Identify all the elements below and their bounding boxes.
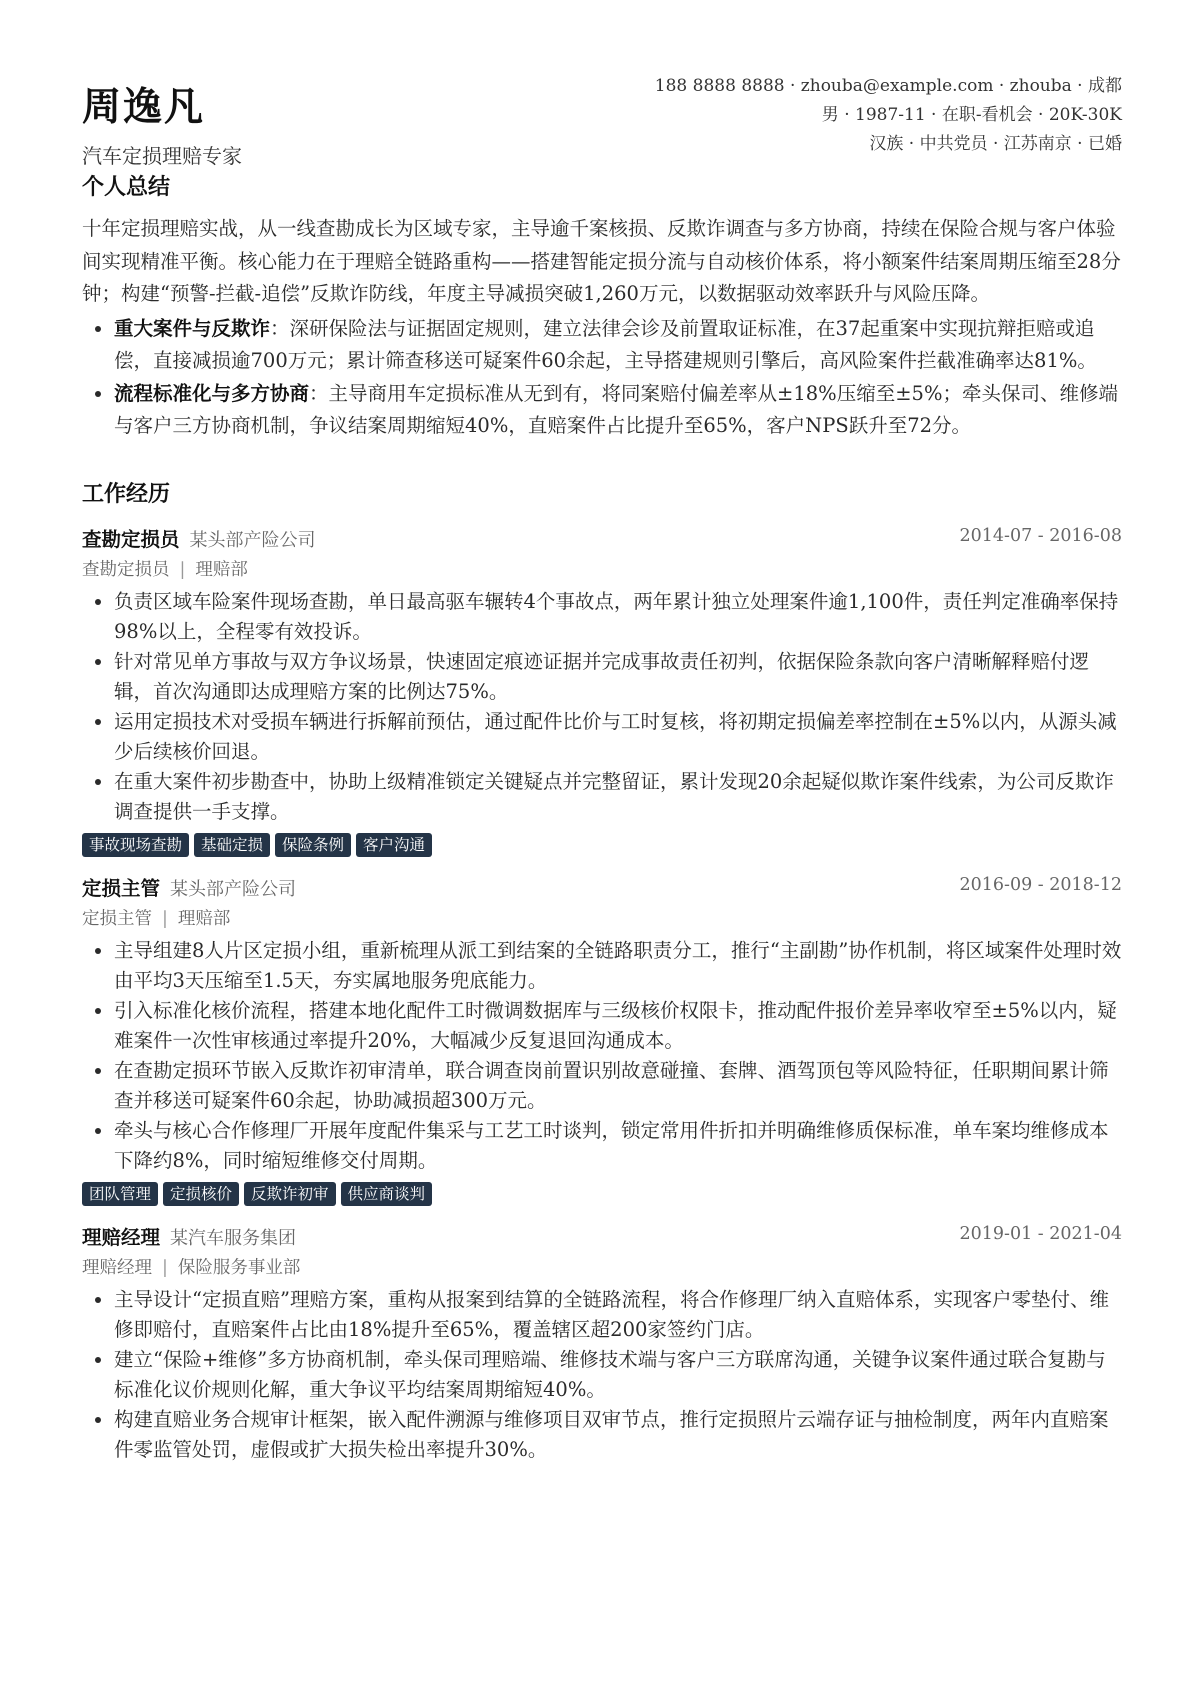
job-bullets	[82, 587, 1122, 827]
summary-bullet-text: ：主导商用车定损标准从无到有，将同案赔付偏差率从±18%压缩至±5%；牵头保司、维修端与客户三方协商机制，争议结案周期缩短40%，直赔案件占比提升至65%，客户NPS跃升至72分。	[114, 381, 1118, 437]
contact-line-2: 男 · 1987-11 · 在职-看机会 · 20K-30K	[821, 105, 1122, 125]
summary-bullets	[82, 313, 1122, 443]
job-role: 查勘定损员	[82, 559, 170, 580]
job-header	[82, 873, 1122, 903]
resume-header	[82, 72, 1122, 168]
job-department: 保险服务事业部	[177, 1257, 301, 1278]
job-title: 定损主管	[82, 876, 161, 900]
job-department: 理赔部	[177, 908, 231, 929]
job-company: 某头部产险公司	[170, 878, 297, 900]
work-title: 工作经历	[82, 480, 171, 507]
candidate-headline: 汽车定损理赔专家	[82, 144, 242, 168]
summary-bullet	[114, 378, 1122, 443]
summary-bullet	[114, 313, 1122, 378]
work-section	[82, 477, 1122, 1465]
job-bullet: • 建立“保险+维修”多方协商机制，牵头保司理赔端、维修技术端与客户三方联席沟通，关键争议案件通过联合复勘与标准化议价规则化解，重大争议平均结案周期缩短40%。	[114, 1345, 1122, 1405]
job-header	[82, 524, 1122, 554]
candidate-name: 周逸凡	[82, 84, 206, 130]
job-bullet: • 在查勘定损环节嵌入反欺诈初审清单，联合调查岗前置识别故意碰撞、套牌、酒驾顶包等风险特征，任职期间累计筛查并移送可疑案件60余起，协助减损超300万元。	[114, 1056, 1122, 1116]
contact-info	[655, 72, 1122, 159]
job-separator: |	[179, 559, 186, 580]
summary-bullet-label: 流程标准化与多方协商	[114, 381, 310, 405]
job-bullet: • 运用定损技术对受损车辆进行拆解前预估，通过配件比价与工时复核，将初期定损偏差率控制在±5%以内，从源头减少后续核价回退。	[114, 707, 1122, 767]
job-header	[82, 1222, 1122, 1252]
skill-tags	[82, 1182, 1122, 1206]
job-bullets	[82, 936, 1122, 1176]
contact-line-3: 汉族 · 中共党员 · 江苏南京 · 已婚	[869, 134, 1122, 154]
job-bullet: • 构建直赔业务合规审计框架，嵌入配件溯源与维修项目双审节点，推行定损照片云端存证与抽检制度，两年内直赔案件零监管处罚，虚假或扩大损失检出率提升30%。	[114, 1405, 1122, 1465]
job-role-line	[82, 556, 1122, 581]
skill-tag: 事故现场查勘	[82, 833, 189, 857]
summary-title: 个人总结	[82, 174, 171, 200]
job-bullet: • 针对常见单方事故与双方争议场景，快速固定痕迹证据并完成事故责任初判，依据保险条款向客户清晰解释赔付逻辑，首次沟通即达成理赔方案的比例达75%。	[114, 647, 1122, 707]
job-department: 理赔部	[195, 559, 248, 580]
skill-tag: 基础定损	[194, 833, 270, 857]
skill-tag: 客户沟通	[356, 833, 432, 857]
job-title: 查勘定损员	[82, 527, 180, 551]
job-bullet: • 在重大案件初步勘查中，协助上级精准锁定关键疑点并完整留证，累计发现20余起疑似欺诈案件线索，为公司反欺诈调查提供一手支撑。	[114, 767, 1122, 827]
job-bullet: • 牵头与核心合作修理厂开展年度配件集采与工艺工时谈判，锁定常用件折扣并明确维修质保标准，单车案均维修成本下降约8%，同时缩短维修交付周期。	[114, 1116, 1122, 1176]
job-date: 2016-09 - 2018-12	[959, 874, 1122, 895]
job-role-line	[82, 1254, 1122, 1279]
job-entry	[82, 873, 1122, 1206]
skill-tag: 保险条例	[275, 833, 351, 857]
skill-tag: 团队管理	[82, 1182, 158, 1206]
job-separator: |	[162, 908, 168, 929]
job-role-line	[82, 905, 1122, 930]
summary-text: 十年定损理赔实战，从一线查勘成长为区域专家，主导逾千案核损、反欺诈调查与多方协商，持续在保险合规与客户体验间实现精准平衡。核心能力在于理赔全链路重构——搭建智能定损分流与自动核价体系，将小额案件结案周期压缩至28分钟；构建“预警-拦截-追偿”反欺诈防线，年度主导减损突破1,260万元，以数据驱动效率跃升与风险压降。	[82, 217, 1121, 305]
job-company: 某头部产险公司	[189, 529, 316, 551]
job-entry	[82, 524, 1122, 857]
skill-tag: 供应商谈判	[341, 1182, 433, 1206]
job-role: 理赔经理	[82, 1257, 152, 1278]
skill-tags	[82, 833, 1122, 857]
summary-bullet-label: 重大案件与反欺诈	[114, 316, 271, 340]
summary-bullet-text: ：深研保险法与证据固定规则，建立法律会诊及前置取证标准，在37起重案中实现抗辩拒赔或追偿，直接减损逾700万元；累计筛查移送可疑案件60余起，主导搭建规则引擎后，高风险案件拦截准确率达81%。	[114, 316, 1097, 372]
job-bullet: • 主导设计“定损直赔”理赔方案，重构从报案到结算的全链路流程，将合作修理厂纳入直赔体系，实现客户零垫付、维修即赔付，直赔案件占比由18%提升至65%，覆盖辖区超200家签约门店。	[114, 1285, 1122, 1345]
job-date: 2014-07 - 2016-08	[959, 525, 1122, 546]
job-company: 某汽车服务集团	[170, 1227, 297, 1249]
skill-tag: 反欺诈初审	[244, 1182, 336, 1206]
contact-line-1: 188 8888 8888 · zhouba@example.com · zhouba · 成都	[654, 76, 1122, 96]
job-bullets	[82, 1285, 1122, 1465]
job-bullet: • 主导组建8人片区定损小组，重新梳理从派工到结案的全链路职责分工，推行“主副勘”协作机制，将区域案件处理时效由平均3天压缩至1.5天，夯实属地服务兜底能力。	[114, 936, 1122, 996]
skill-tag: 定损核价	[163, 1182, 239, 1206]
job-bullet: • 引入标准化核价流程，搭建本地化配件工时微调数据库与三级核价权限卡，推动配件报价差异率收窄至±5%以内，疑难案件一次性审核通过率提升20%，大幅减少反复退回沟通成本。	[114, 996, 1122, 1056]
job-title: 理赔经理	[82, 1225, 161, 1249]
job-date: 2019-01 - 2021-04	[959, 1223, 1122, 1244]
job-entry	[82, 1222, 1122, 1465]
job-bullet: • 负责区域车险案件现场查勘，单日最高驱车辗转4个事故点，两年累计独立处理案件逾1,100件，责任判定准确率保持98%以上，全程零有效投诉。	[114, 587, 1122, 647]
job-role: 定损主管	[82, 908, 152, 929]
job-separator: |	[162, 1257, 168, 1278]
summary-section	[82, 170, 1122, 443]
